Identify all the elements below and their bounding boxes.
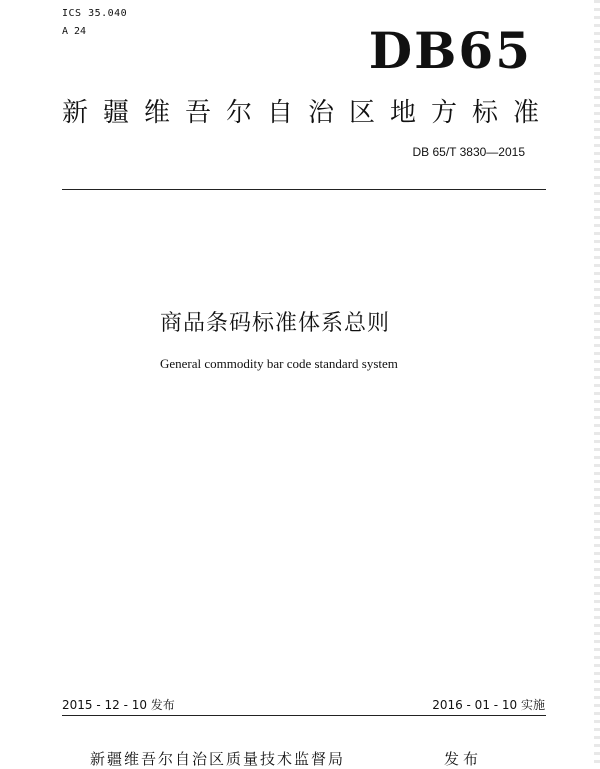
footer-divider (62, 715, 546, 716)
ics-code: ICS 35.040 (62, 8, 128, 19)
title-english: General commodity bar code standard system (160, 356, 398, 371)
ccs-code: A 24 (62, 26, 87, 37)
db-logo: DB65 (368, 21, 532, 80)
issuer: 新疆维吾尔自治区质量技术监督局 (90, 750, 346, 768)
header-divider (62, 189, 546, 190)
standard-number: DB 65/T 3830—2015 (412, 145, 525, 159)
issuer-action: 发布 (444, 750, 483, 768)
scan-edge (594, 0, 600, 767)
standard-type: 新疆维吾尔自治区地方标准 (62, 98, 555, 128)
implementation-date: 2016 - 01 - 10 实施 (432, 698, 545, 712)
issue-date: 2015 - 12 - 10 发布 (62, 698, 175, 712)
title-chinese: 商品条码标准体系总则 (160, 311, 391, 336)
